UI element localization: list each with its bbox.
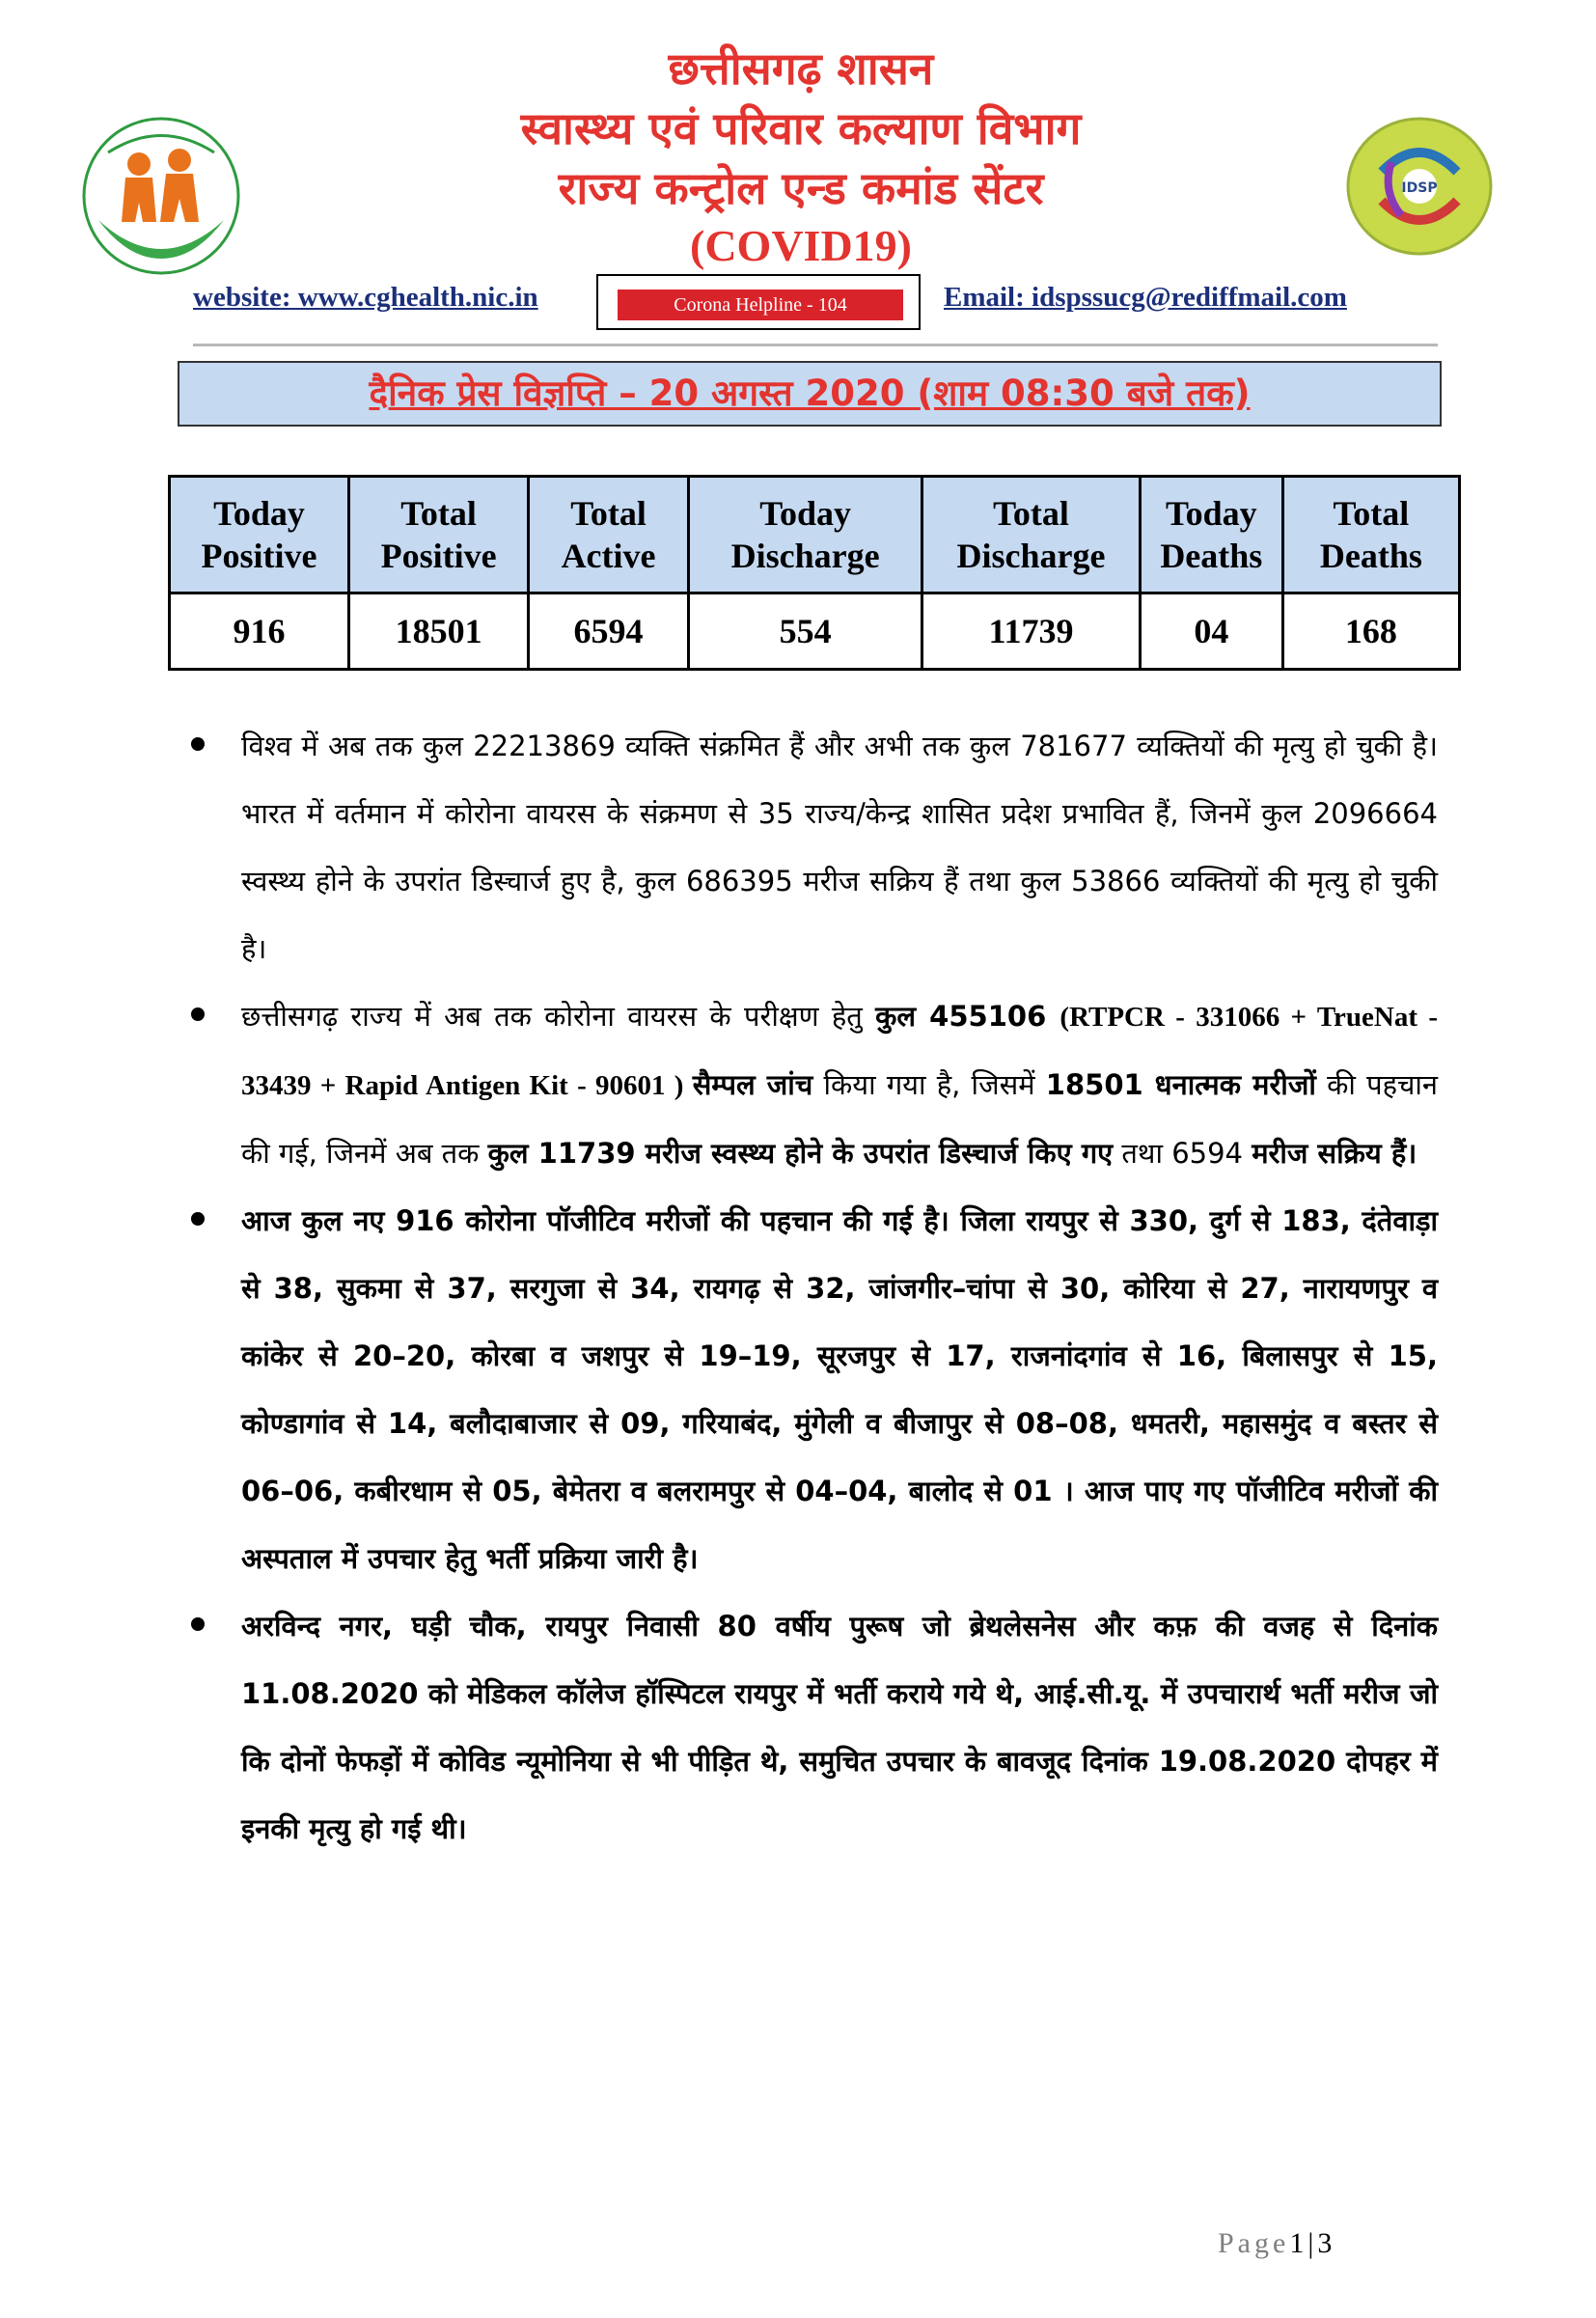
- government-title: छत्तीसगढ़ शासन: [668, 42, 934, 95]
- bullet-dot-icon: [191, 1617, 205, 1631]
- helpline-box: [596, 274, 921, 330]
- header-total-active: Total Active: [529, 477, 689, 593]
- header-total-discharge: Total Discharge: [922, 477, 1141, 593]
- department-title: स्वास्थ्य एवं परिवार कल्याण विभाग: [520, 102, 1082, 154]
- table-values-row: [170, 593, 1460, 670]
- value-total-discharge: 11739: [922, 593, 1141, 670]
- bullet-dot-icon: [191, 1212, 205, 1226]
- value-total-active: 6594: [529, 593, 689, 670]
- header-titles: [367, 39, 1235, 274]
- value-total-positive: 18501: [349, 593, 529, 670]
- bullet-death-report: अरविन्द नगर, घड़ी चौक, रायपुर निवासी 80 वर्षीय पुरूष जो ब्रेथलेसनेस और कफ़ की वजह से दिनांक 11.08.2020 को मेडिकल कॉलेज हॉस्पिटल रायपुर में भर्ती कराये गये थे, आई.सी.यू. में उपचारार्थ भर्ती मरीज जो कि दोनों फेफड़ों में कोविड न्यूमोनिया से भी पीड़ित थे, समुचित उपचार के बावजूद दिनांक 19.08.2020 दोपहर में इनकी मृत्यु हो गई थी।: [191, 1592, 1438, 1863]
- value-total-deaths: 168: [1282, 593, 1459, 670]
- health-department-emblem-icon: [79, 114, 243, 278]
- website-link[interactable]: website: www.cghealth.nic.in: [193, 282, 538, 313]
- helpline-label: Corona Helpline - 104: [618, 290, 903, 320]
- header-today-deaths: Today Deaths: [1140, 477, 1282, 593]
- page-number: Page1|3: [1218, 2227, 1336, 2259]
- email-link[interactable]: Email: idspssucg@rediffmail.com: [944, 282, 1347, 313]
- header-total-deaths: Total Deaths: [1282, 477, 1459, 593]
- header-today-positive: Today Positive: [170, 477, 349, 593]
- header-divider: [193, 344, 1438, 346]
- bullet-dot-icon: [191, 1007, 205, 1021]
- header-today-discharge: Today Discharge: [688, 477, 922, 593]
- bullet-district-cases: आज कुल नए 916 कोरोना पॉजीटिव मरीजों की पहचान की गई है। जिला रायपुर से 330, दुर्ग से 183, दंतेवाड़ा से 38, सुकमा से 37, सरगुजा से 34, रायगढ़ से 32, जांजगीर–चांपा से 30, कोरिया से 27, नारायणपुर व कांकेर से 20–20, कोरबा व जशपुर से 19–19, सूरजपुर से 17, राजनांदगांव से 16, बिलासपुर से 15, कोण्डागांव से 14, बलौदाबाजार से 09, गरियाबंद, मुंगेली व बीजापुर से 08–08, धमतरी, महासमुंद व बस्तर से 06–06, कबीरधाम से 05, बेमेतरा व बलरामपुर से 04–04, बालोद से 01 । आज पाए गए पॉजीटिव मरीजों की अस्पताल में उपचार हेतु भर्ती प्रक्रिया जारी है।: [191, 1187, 1438, 1592]
- bullet-state-testing: छत्तीसगढ़ राज्य में अब तक कोरोना वायरस के परीक्षण हेतु कुल 455106 (RTPCR - 331066 + TrueNat - 33439 + Rapid Antigen Kit - 90601 ) सैम्पल जांच किया गया है, जिसमें 18501 धनात्मक मरीजों की पहचान की गई, जिनमें अब तक कुल 11739 मरीज स्वस्थ्य होने के उपरांत डिस्चार्ज किए गए तथा 6594 मरीज सक्रिय हैं।: [191, 982, 1438, 1187]
- covid-stats-table: [168, 475, 1461, 671]
- value-today-positive: 916: [170, 593, 349, 670]
- value-today-deaths: 04: [1140, 593, 1282, 670]
- press-release-title: दैनिक प्रेस विज्ञप्ति – 20 अगस्त 2020 (शाम 08:30 बजे तक): [369, 373, 1251, 414]
- control-center-title: राज्य कन्ट्रोल एन्ड कमांड सेंटर: [558, 162, 1044, 214]
- bullet-world-india-status: विश्व में अब तक कुल 22213869 व्यक्ति संक्रमित हैं और अभी तक कुल 781677 व्यक्तियों की मृत्यु हो चुकी है। भारत में वर्तमान में कोरोना वायरस के संक्रमण से 35 राज्य/केन्द्र शासित प्रदेश प्रभावित हैं, जिनमें कुल 2096664 स्वस्थ्य होने के उपरांत डिस्चार्ज हुए है, कुल 686395 मरीज सक्रिय हैं तथा कुल 53866 व्यक्तियों की मृत्यु हो चुकी है।: [191, 712, 1438, 982]
- bullet-dot-icon: [191, 737, 205, 751]
- contact-row: [193, 274, 1409, 334]
- header-total-positive: Total Positive: [349, 477, 529, 593]
- table-header-row: [170, 477, 1460, 593]
- idsp-logo-icon: [1343, 114, 1496, 259]
- idsp-logo-text: IDSP: [1401, 180, 1438, 196]
- covid-title: (COVID19): [690, 221, 912, 270]
- value-today-discharge: 554: [688, 593, 922, 670]
- bullet-list: [191, 712, 1438, 1863]
- press-release-title-box: [178, 361, 1442, 427]
